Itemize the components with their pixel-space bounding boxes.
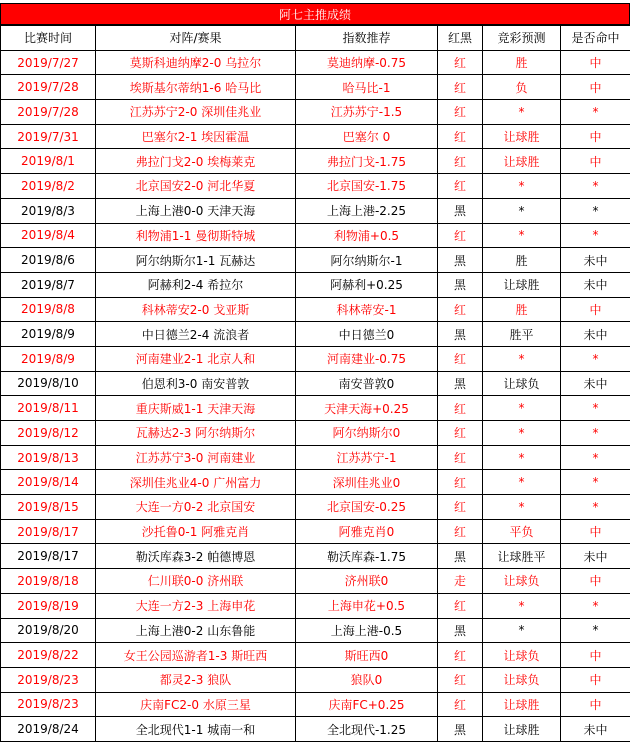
cell-date: 2019/8/17 [1, 544, 96, 569]
cell-hit: 未中 [561, 544, 630, 569]
cell-match: 巴塞尔2-1 埃因霍温 [96, 124, 296, 149]
cell-tip: 上海上港-0.5 [296, 618, 438, 643]
cell-hit: 中 [561, 149, 630, 174]
cell-result: 红 [438, 495, 483, 520]
table-row [1, 248, 630, 273]
cell-date: 2019/8/6 [1, 248, 96, 273]
cell-result: 黑 [438, 371, 483, 396]
cell-date: 2019/8/17 [1, 519, 96, 544]
cell-forecast: 让球胜 [483, 717, 561, 742]
cell-forecast: * [483, 198, 561, 223]
cell-forecast: 让球负 [483, 569, 561, 594]
table-body [1, 50, 630, 741]
table-row [1, 346, 630, 371]
cell-tip: 莫迪纳摩-0.75 [296, 50, 438, 75]
cell-date: 2019/8/15 [1, 495, 96, 520]
header-tip: 指数推荐 [296, 26, 438, 51]
cell-result: 红 [438, 692, 483, 717]
cell-tip: 勒沃库森-1.75 [296, 544, 438, 569]
cell-forecast: 平负 [483, 519, 561, 544]
cell-tip: 阿尔纳斯尔-1 [296, 248, 438, 273]
cell-result: 黑 [438, 717, 483, 742]
table-row [1, 643, 630, 668]
cell-date: 2019/8/20 [1, 618, 96, 643]
cell-forecast: * [483, 495, 561, 520]
cell-result: 红 [438, 124, 483, 149]
table-row [1, 593, 630, 618]
cell-forecast: 让球胜 [483, 124, 561, 149]
table-row [1, 692, 630, 717]
cell-match: 河南建业2-1 北京人和 [96, 346, 296, 371]
table-row [1, 50, 630, 75]
cell-tip: 上海申花+0.5 [296, 593, 438, 618]
cell-forecast: * [483, 470, 561, 495]
cell-result: 红 [438, 50, 483, 75]
cell-hit: * [561, 495, 630, 520]
cell-tip: 狼队0 [296, 667, 438, 692]
cell-forecast: * [483, 445, 561, 470]
cell-result: 红 [438, 223, 483, 248]
cell-date: 2019/7/28 [1, 75, 96, 100]
cell-hit: * [561, 593, 630, 618]
header-hit: 是否命中 [561, 26, 630, 51]
cell-match: 大连一方0-2 北京国安 [96, 495, 296, 520]
cell-date: 2019/8/23 [1, 692, 96, 717]
cell-tip: 斯旺西0 [296, 643, 438, 668]
table-row [1, 519, 630, 544]
cell-hit: * [561, 445, 630, 470]
cell-match: 中日德兰2-4 流浪者 [96, 322, 296, 347]
results-table [0, 25, 630, 742]
cell-hit: * [561, 100, 630, 125]
cell-result: 红 [438, 445, 483, 470]
cell-match: 仁川联0-0 济州联 [96, 569, 296, 594]
cell-hit: * [561, 198, 630, 223]
cell-result: 黑 [438, 322, 483, 347]
cell-date: 2019/8/11 [1, 396, 96, 421]
cell-hit: * [561, 618, 630, 643]
cell-tip: 天津天海+0.25 [296, 396, 438, 421]
cell-tip: 阿尔纳斯尔0 [296, 421, 438, 446]
cell-forecast: * [483, 346, 561, 371]
cell-result: 黑 [438, 248, 483, 273]
header-forecast: 竞彩预测 [483, 26, 561, 51]
cell-tip: 北京国安-1.75 [296, 174, 438, 199]
cell-tip: 深圳佳兆业0 [296, 470, 438, 495]
cell-result: 红 [438, 396, 483, 421]
cell-result: 红 [438, 667, 483, 692]
cell-result: 红 [438, 519, 483, 544]
cell-match: 大连一方2-3 上海申花 [96, 593, 296, 618]
cell-date: 2019/7/31 [1, 124, 96, 149]
cell-hit: 中 [561, 50, 630, 75]
cell-tip: 哈马比-1 [296, 75, 438, 100]
cell-match: 庆南FC2-0 水原三星 [96, 692, 296, 717]
cell-tip: 庆南FC+0.25 [296, 692, 438, 717]
cell-tip: 中日德兰0 [296, 322, 438, 347]
cell-hit: * [561, 396, 630, 421]
cell-match: 都灵2-3 狼队 [96, 667, 296, 692]
cell-hit: * [561, 421, 630, 446]
cell-hit: 未中 [561, 717, 630, 742]
cell-tip: 南安普敦0 [296, 371, 438, 396]
cell-hit: 未中 [561, 371, 630, 396]
cell-date: 2019/8/22 [1, 643, 96, 668]
cell-date: 2019/8/2 [1, 174, 96, 199]
cell-date: 2019/8/9 [1, 346, 96, 371]
cell-result: 走 [438, 569, 483, 594]
table-row [1, 272, 630, 297]
cell-tip: 全北现代-1.25 [296, 717, 438, 742]
cell-forecast: * [483, 421, 561, 446]
cell-hit: 未中 [561, 322, 630, 347]
cell-forecast: * [483, 223, 561, 248]
cell-hit: 未中 [561, 272, 630, 297]
cell-match: 阿赫利2-4 希拉尔 [96, 272, 296, 297]
cell-date: 2019/8/7 [1, 272, 96, 297]
cell-result: 红 [438, 149, 483, 174]
cell-match: 利物浦1-1 曼彻斯特城 [96, 223, 296, 248]
cell-match: 上海上港0-0 天津天海 [96, 198, 296, 223]
cell-tip: 弗拉门戈-1.75 [296, 149, 438, 174]
cell-match: 伯恩利3-0 南安普敦 [96, 371, 296, 396]
cell-result: 红 [438, 297, 483, 322]
cell-hit: 中 [561, 124, 630, 149]
header-row [1, 26, 630, 51]
cell-forecast: 胜 [483, 50, 561, 75]
table-row [1, 544, 630, 569]
cell-match: 瓦赫达2-3 阿尔纳斯尔 [96, 421, 296, 446]
cell-forecast: 胜 [483, 297, 561, 322]
cell-match: 阿尔纳斯尔1-1 瓦赫达 [96, 248, 296, 273]
cell-forecast: * [483, 396, 561, 421]
cell-result: 红 [438, 470, 483, 495]
cell-tip: 上海上港-2.25 [296, 198, 438, 223]
cell-forecast: 让球胜 [483, 692, 561, 717]
table-row [1, 124, 630, 149]
cell-match: 科林蒂安2-0 戈亚斯 [96, 297, 296, 322]
table-row [1, 421, 630, 446]
cell-result: 黑 [438, 618, 483, 643]
cell-match: 弗拉门戈2-0 埃梅莱克 [96, 149, 296, 174]
cell-forecast: 让球负 [483, 667, 561, 692]
cell-tip: 巴塞尔 0 [296, 124, 438, 149]
table-row [1, 495, 630, 520]
table-row [1, 149, 630, 174]
cell-date: 2019/8/18 [1, 569, 96, 594]
cell-forecast: * [483, 174, 561, 199]
table-row [1, 174, 630, 199]
cell-forecast: * [483, 593, 561, 618]
cell-hit: 中 [561, 692, 630, 717]
cell-date: 2019/8/1 [1, 149, 96, 174]
cell-result: 红 [438, 421, 483, 446]
cell-match: 沙托鲁0-1 阿雅克肖 [96, 519, 296, 544]
cell-tip: 阿赫利+0.25 [296, 272, 438, 297]
table-row [1, 198, 630, 223]
cell-match: 江苏苏宁3-0 河南建业 [96, 445, 296, 470]
cell-result: 红 [438, 100, 483, 125]
table-row [1, 396, 630, 421]
cell-forecast: 让球负 [483, 371, 561, 396]
cell-date: 2019/8/19 [1, 593, 96, 618]
cell-date: 2019/8/23 [1, 667, 96, 692]
cell-date: 2019/7/27 [1, 50, 96, 75]
cell-date: 2019/8/12 [1, 421, 96, 446]
cell-hit: 中 [561, 297, 630, 322]
cell-date: 2019/7/28 [1, 100, 96, 125]
cell-forecast: 让球负 [483, 643, 561, 668]
cell-hit: 中 [561, 667, 630, 692]
cell-match: 勒沃库森3-2 帕德博恩 [96, 544, 296, 569]
cell-result: 黑 [438, 544, 483, 569]
cell-forecast: 胜平 [483, 322, 561, 347]
cell-result: 红 [438, 75, 483, 100]
table-row [1, 100, 630, 125]
cell-date: 2019/8/24 [1, 717, 96, 742]
cell-forecast: * [483, 100, 561, 125]
cell-match: 重庆斯威1-1 天津天海 [96, 396, 296, 421]
cell-hit: 中 [561, 643, 630, 668]
cell-match: 全北现代1-1 城南一和 [96, 717, 296, 742]
cell-tip: 利物浦+0.5 [296, 223, 438, 248]
cell-match: 江苏苏宁2-0 深圳佳兆业 [96, 100, 296, 125]
table-row [1, 223, 630, 248]
cell-date: 2019/8/10 [1, 371, 96, 396]
cell-match: 上海上港0-2 山东鲁能 [96, 618, 296, 643]
cell-forecast: 负 [483, 75, 561, 100]
header-date: 比赛时间 [1, 26, 96, 51]
cell-forecast: 胜 [483, 248, 561, 273]
table-row [1, 322, 630, 347]
cell-forecast: 让球胜 [483, 272, 561, 297]
header-result: 红黑 [438, 26, 483, 51]
cell-match: 北京国安2-0 河北华夏 [96, 174, 296, 199]
cell-hit: * [561, 174, 630, 199]
cell-hit: * [561, 223, 630, 248]
cell-match: 莫斯科迪纳摩2-0 乌拉尔 [96, 50, 296, 75]
cell-forecast: 让球胜 [483, 149, 561, 174]
cell-tip: 阿雅克肖0 [296, 519, 438, 544]
cell-forecast: 让球胜平 [483, 544, 561, 569]
cell-hit: 未中 [561, 248, 630, 273]
cell-hit: 中 [561, 569, 630, 594]
cell-date: 2019/8/14 [1, 470, 96, 495]
table-row [1, 618, 630, 643]
cell-tip: 北京国安-0.25 [296, 495, 438, 520]
header-match: 对阵/赛果 [96, 26, 296, 51]
table-row [1, 75, 630, 100]
cell-hit: * [561, 346, 630, 371]
cell-date: 2019/8/8 [1, 297, 96, 322]
cell-match: 女王公园巡游者1-3 斯旺西 [96, 643, 296, 668]
cell-tip: 江苏苏宁-1.5 [296, 100, 438, 125]
table-row [1, 445, 630, 470]
cell-hit: 中 [561, 519, 630, 544]
cell-date: 2019/8/13 [1, 445, 96, 470]
cell-match: 深圳佳兆业4-0 广州富力 [96, 470, 296, 495]
cell-forecast: * [483, 618, 561, 643]
table-row [1, 717, 630, 742]
cell-tip: 科林蒂安-1 [296, 297, 438, 322]
cell-match: 埃斯基尔蒂纳1-6 哈马比 [96, 75, 296, 100]
cell-tip: 济州联0 [296, 569, 438, 594]
cell-date: 2019/8/3 [1, 198, 96, 223]
table-row [1, 569, 630, 594]
cell-tip: 江苏苏宁-1 [296, 445, 438, 470]
table-row [1, 470, 630, 495]
sheet-title: 阿七主推成绩 [0, 3, 630, 25]
table-row [1, 297, 630, 322]
cell-result: 黑 [438, 198, 483, 223]
cell-hit: 中 [561, 75, 630, 100]
cell-hit: * [561, 470, 630, 495]
cell-date: 2019/8/9 [1, 322, 96, 347]
cell-tip: 河南建业-0.75 [296, 346, 438, 371]
cell-result: 红 [438, 643, 483, 668]
cell-result: 红 [438, 346, 483, 371]
table-row [1, 371, 630, 396]
cell-result: 红 [438, 593, 483, 618]
cell-result: 黑 [438, 272, 483, 297]
cell-result: 红 [438, 174, 483, 199]
table-row [1, 667, 630, 692]
cell-date: 2019/8/4 [1, 223, 96, 248]
